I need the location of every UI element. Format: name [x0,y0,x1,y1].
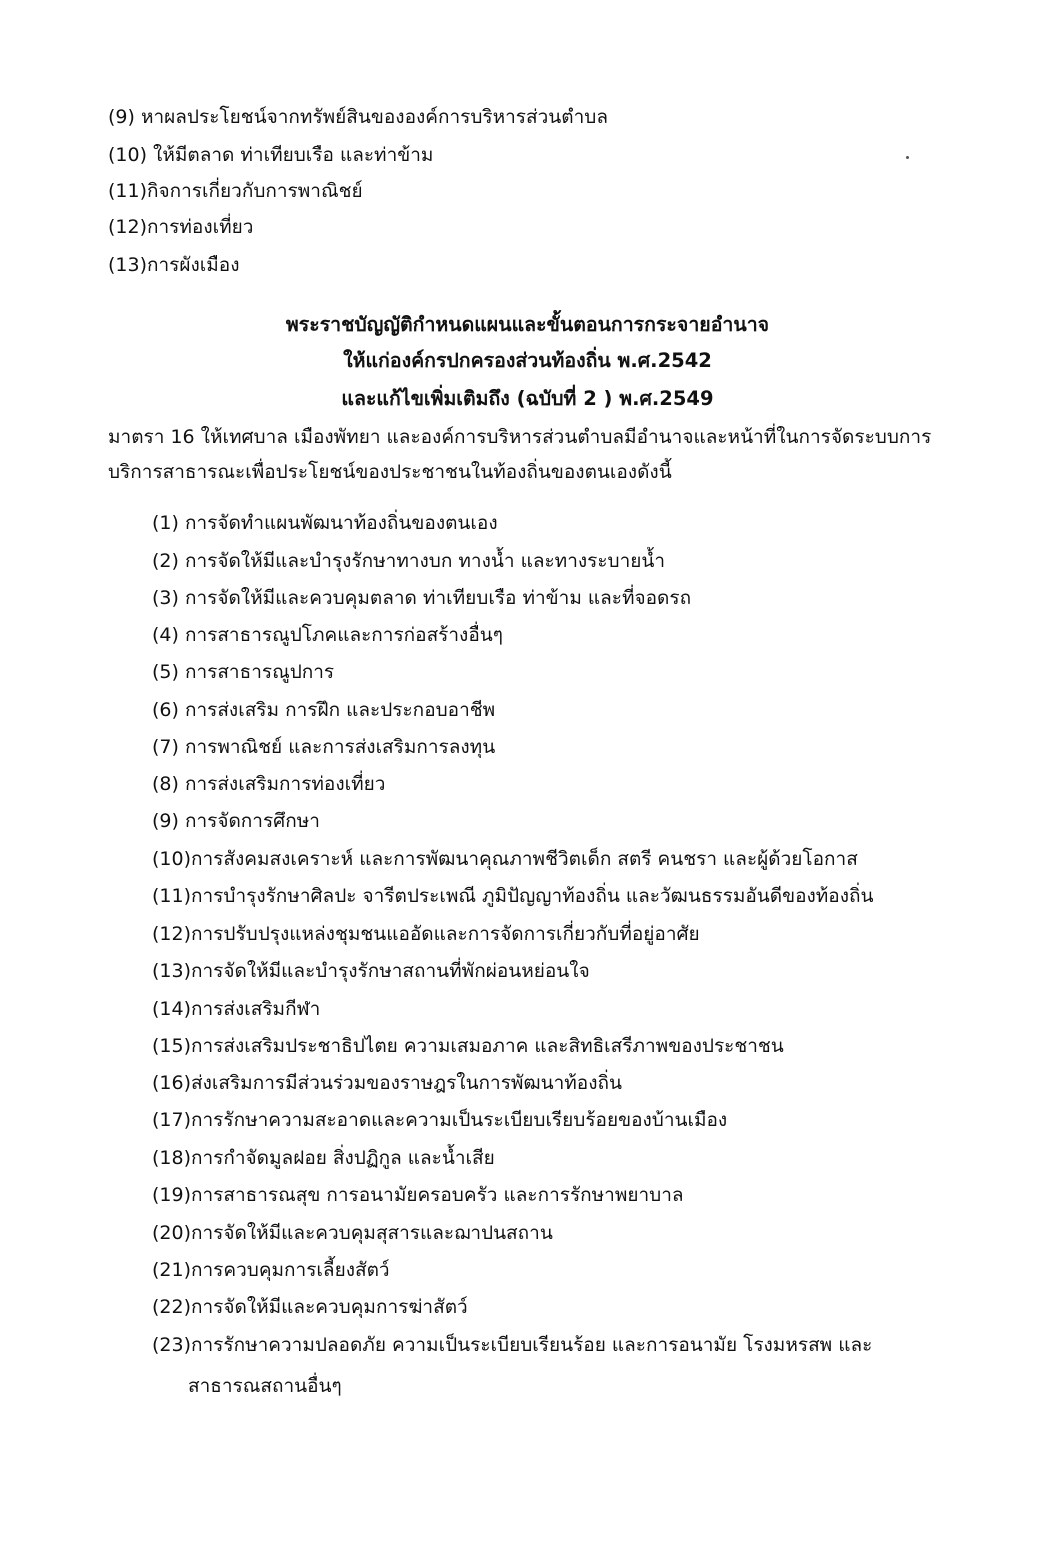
list-item: (10)การสังคมสงเคราะห์ และการพัฒนาคุณภาพชีวิตเด็ก สตรี คนชรา และผู้ด้วยโอกาส [152,848,858,870]
list-item: (4) การสาธารณูปโภคและการก่อสร้างอื่นๆ [152,624,503,646]
section-intro-line-1: มาตรา 16 ให้เทศบาล เมืองพัทยา และองค์การบริหารส่วนตำบลมีอำนาจและหน้าที่ในการจัดระบบการ [108,426,932,448]
list-item: (9) หาผลประโยชน์จากทรัพย์สินขององค์การบริหารส่วนตำบล [108,106,608,128]
list-item: (15)การส่งเสริมประชาธิปไตย ความเสมอภาค และสิทธิเสรีภาพของประชาชน [152,1035,784,1057]
list-item: (21)การควบคุมการเลี้ยงสัตว์ [152,1259,390,1281]
list-item: (7) การพาณิชย์ และการส่งเสริมการลงทุน [152,736,496,758]
list-item: (2) การจัดให้มีและบำรุงรักษาทางบก ทางน้ำ และทางระบายน้ำ [152,550,666,572]
list-item: (14)การส่งเสริมกีฬา [152,998,321,1020]
list-item: (17)การรักษาความสะอาดและความเป็นระเบียบเรียบร้อยของบ้านเมือง [152,1109,728,1131]
list-item: (1) การจัดทำแผนพัฒนาท้องถิ่นของตนเอง [152,512,498,534]
list-item: (12)การท่องเที่ยว [108,216,254,238]
list-item: (6) การส่งเสริม การฝึก และประกอบอาชีพ [152,699,496,721]
list-item: (23)การรักษาความปลอดภัย ความเป็นระเบียบเรียนร้อย และการอนามัย โรงมหรสพ และ [152,1334,873,1356]
act-title-line-3: และแก้ไขเพิ่มเติมถึง (ฉบับที่ 2 ) พ.ศ.2549 [341,387,714,410]
list-item: (16)ส่งเสริมการมีส่วนร่วมของราษฎรในการพัฒนาท้องถิ่น [152,1072,622,1094]
list-item: (5) การสาธารณูปการ [152,661,335,683]
list-item: (8) การส่งเสริมการท่องเที่ยว [152,773,386,795]
section-intro-line-2: บริการสาธารณะเพื่อประโยชน์ของประชาชนในท้องถิ่นของตนเองดังนี้ [108,461,672,483]
list-item: (3) การจัดให้มีและควบคุมตลาด ท่าเทียบเรือ ท่าข้าม และที่จอดรถ [152,587,692,609]
list-item-continuation: สาธารณสถานอื่นๆ [188,1375,342,1397]
list-item: (9) การจัดการศึกษา [152,810,320,832]
list-item: (20)การจัดให้มีและควบคุมสุสารและฌาปนสถาน [152,1222,553,1244]
list-item: (13)การจัดให้มีและบำรุงรักษาสถานที่พักผ่อนหย่อนใจ [152,960,590,982]
list-item: (13)การผังเมือง [108,254,240,276]
act-title-line-2: ให้แก่องค์กรปกครองส่วนท้องถิ่น พ.ศ.2542 [343,349,712,372]
scan-speck [906,156,909,159]
list-item: (11)กิจการเกี่ยวกับการพาณิชย์ [108,180,363,202]
list-item: (12)การปรับปรุงแหล่งชุมชนแออัดและการจัดการเกี่ยวกับที่อยู่อาศัย [152,923,700,945]
act-title-line-1: พระราชบัญญัติกำหนดแผนและขั้นตอนการกระจายอำนาจ [285,313,770,336]
list-item: (19)การสาธารณสุข การอนามัยครอบครัว และการรักษาพยาบาล [152,1184,684,1206]
list-item: (22)การจัดให้มีและควบคุมการฆ่าสัตว์ [152,1296,468,1318]
list-item: (10) ให้มีตลาด ท่าเทียบเรือ และท่าข้าม [108,144,434,166]
list-item: (18)การกำจัดมูลฝอย สิ่งปฏิกูล และน้ำเสีย [152,1147,495,1169]
list-item: (11)การบำรุงรักษาศิลปะ จารีตประเพณี ภูมิปัญญาท้องถิ่น และวัฒนธรรมอันดีของท้องถิ่น [152,885,874,907]
